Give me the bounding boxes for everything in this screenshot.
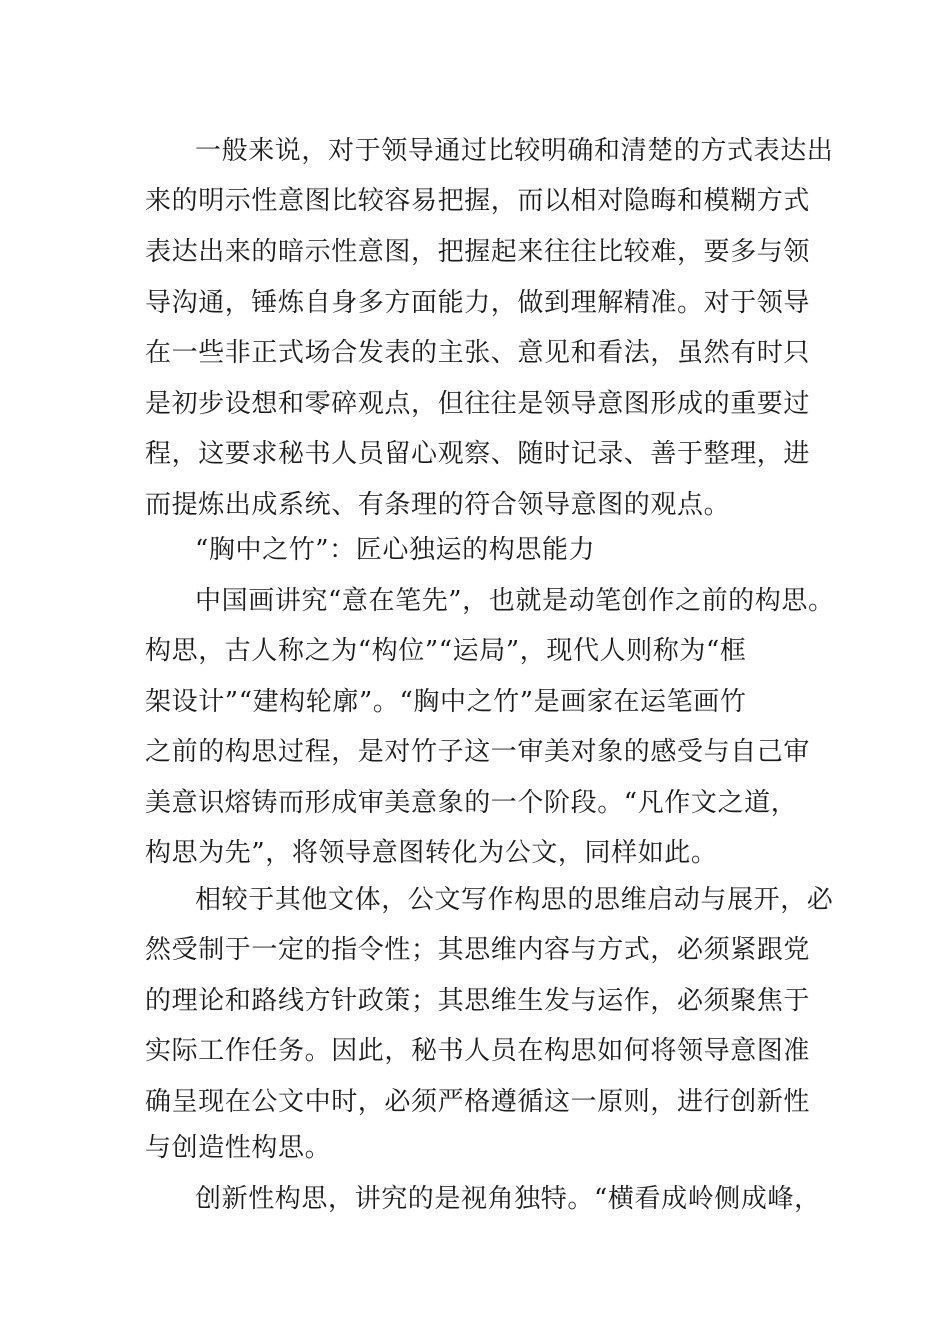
paragraph-3-line-6: 与创造性构思。: [145, 1133, 332, 1163]
paragraph-1-line-5: 在一些非正式场合发表的主张、意见和看法，虽然有时只: [145, 338, 811, 368]
section-heading: “胸中之竹”：匠心独运的构思能力: [195, 535, 596, 565]
paragraph-2-line-6: 构思为先”，将领导意图转化为公文，同样如此。: [145, 838, 718, 868]
paragraph-2-line-1: 中国画讲究“意在笔先”，也就是动笔创作之前的构思。: [195, 586, 835, 616]
paragraph-1-line-8: 而提炼出成系统、有条理的符合领导意图的观点。: [145, 490, 731, 520]
paragraph-3-line-2: 然受制于一定的指令性；其思维内容与方式，必须紧跟党: [145, 935, 811, 965]
paragraph-2-line-4: 之前的构思过程，是对竹子这一审美对象的感受与自己审: [145, 737, 811, 767]
paragraph-3-line-5: 确呈现在公文中时，必须严格遵循这一原则，进行创新性: [145, 1087, 811, 1117]
paragraph-1-line-2: 来的明示性意图比较容易把握，而以相对隐晦和模糊方式: [145, 186, 811, 216]
paragraph-3-line-1: 相较于其他文体，公文写作构思的思维启动与展开，必: [195, 885, 834, 915]
paragraph-2-line-2: 构思，古人称之为“构位”“运局”，现代人则称为“框: [145, 636, 747, 666]
paragraph-3-line-4: 实际工作任务。因此，秘书人员在构思如何将领导意图准: [145, 1036, 811, 1066]
paragraph-1-line-1: 一般来说，对于领导通过比较明确和清楚的方式表达出: [195, 136, 834, 166]
paragraph-4-line-1: 创新性构思，讲究的是视角独特。“横看成岭侧成峰，: [195, 1184, 821, 1214]
paragraph-2-line-5: 美意识熔铸而形成审美意象的一个阶段。“凡作文之道，: [145, 788, 798, 818]
paragraph-3-line-3: 的理论和路线方针政策；其思维生发与运作，必须聚焦于: [145, 986, 811, 1016]
paragraph-1-line-3: 表达出来的暗示性意图，把握起来往往比较难，要多与领: [145, 237, 811, 267]
paragraph-2-line-3: 架设计”“建构轮廓”。“胸中之竹”是画家在运笔画竹: [145, 687, 747, 717]
paragraph-1-line-7: 程，这要求秘书人员留心观察、随时记录、善于整理，进: [145, 439, 811, 469]
paragraph-1-line-4: 导沟通，锤炼自身多方面能力，做到理解精准。对于领导: [145, 288, 811, 318]
paragraph-1-line-6: 是初步设想和零碎观点，但往往是领导意图形成的重要过: [145, 389, 811, 419]
